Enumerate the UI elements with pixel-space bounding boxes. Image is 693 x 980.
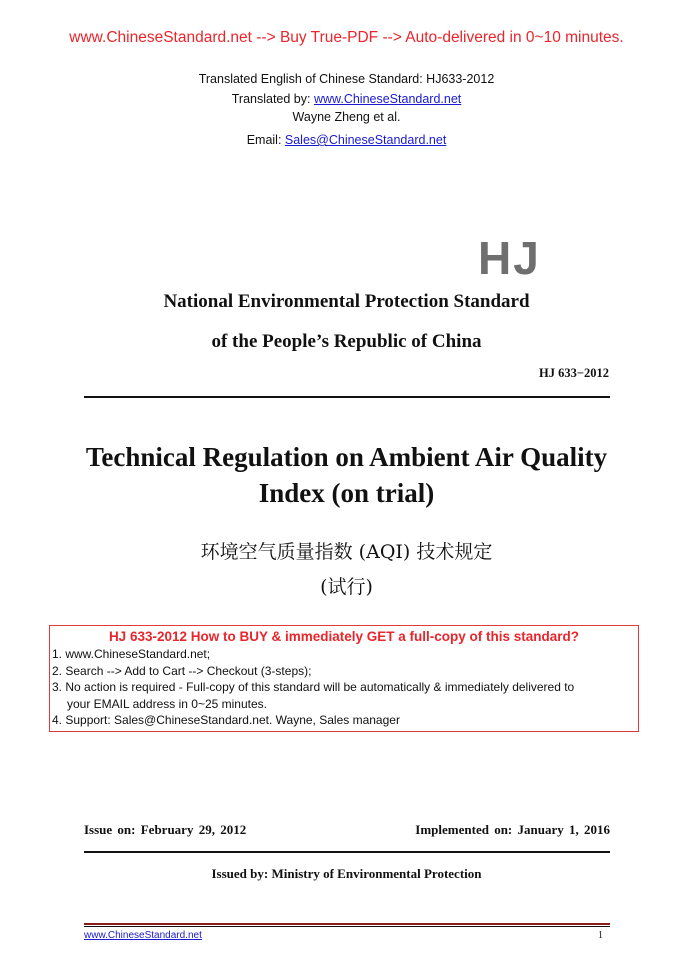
email-label: Email: <box>246 133 285 147</box>
footer-link[interactable]: www.ChineseStandard.net <box>84 930 202 941</box>
header-divider <box>84 396 610 398</box>
implemented-date: Implemented on: January 1, 2016 <box>415 822 610 837</box>
title-line-2: Index (on trial) <box>258 478 435 508</box>
translated-by-link[interactable]: www.ChineseStandard.net <box>313 92 462 106</box>
dates-divider <box>84 851 610 853</box>
standard-code: HJ 633−2012 <box>539 366 609 380</box>
heading-line-1: National Environmental Protection Standard <box>163 291 530 312</box>
hj-logo-text: HJ <box>478 234 541 278</box>
email-link[interactable]: Sales@ChineseStandard.net <box>284 133 447 147</box>
document-title <box>0 439 693 511</box>
buy-instructions-box <box>49 625 639 732</box>
buy-step-2: 2. Search --> Add to Cart --> Checkout (3-steps); <box>52 663 312 678</box>
hj-logo <box>478 234 552 278</box>
translated-by-label: Translated by: <box>231 92 314 106</box>
title-line-1: Technical Regulation on Ambient Air Quality <box>85 442 608 472</box>
translated-standard-line: Translated English of Chinese Standard: HJ633-2012 <box>198 72 495 86</box>
translator-name: Wayne Zheng et al. <box>292 110 401 124</box>
issued-by: Issued by: Ministry of Environmental Protection <box>211 866 482 881</box>
buy-step-3: 3. No action is required - Full-copy of this standard will be automatically & immediately delivered to <box>52 680 575 694</box>
footer-divider-red <box>84 923 610 925</box>
email-line <box>0 133 693 147</box>
buy-step-3-cont: your EMAIL address in 0~25 minutes. <box>67 696 267 711</box>
buy-step-4: 4. Support: Sales@ChineseStandard.net. Wayne, Sales manager <box>52 713 400 727</box>
chinese-title: 环境空气质量指数 (AQI) 技术规定 <box>200 541 493 563</box>
top-banner[interactable]: www.ChineseStandard.net --> Buy True-PDF --> Auto-delivered in 0~10 minutes. <box>69 29 624 46</box>
buy-step-1: 1. www.ChineseStandard.net; <box>52 647 211 661</box>
buy-box-header: HJ 633-2012 How to BUY & immediately GET a full-copy of this standard? <box>108 629 580 644</box>
page-number: 1 <box>598 930 603 941</box>
translated-by-line <box>0 92 693 106</box>
heading-line-2: of the People’s Republic of China <box>211 331 482 352</box>
footer-divider-black <box>84 926 610 927</box>
chinese-subtitle: (试行) <box>320 576 373 598</box>
issue-date: Issue on: February 29, 2012 <box>84 822 247 837</box>
